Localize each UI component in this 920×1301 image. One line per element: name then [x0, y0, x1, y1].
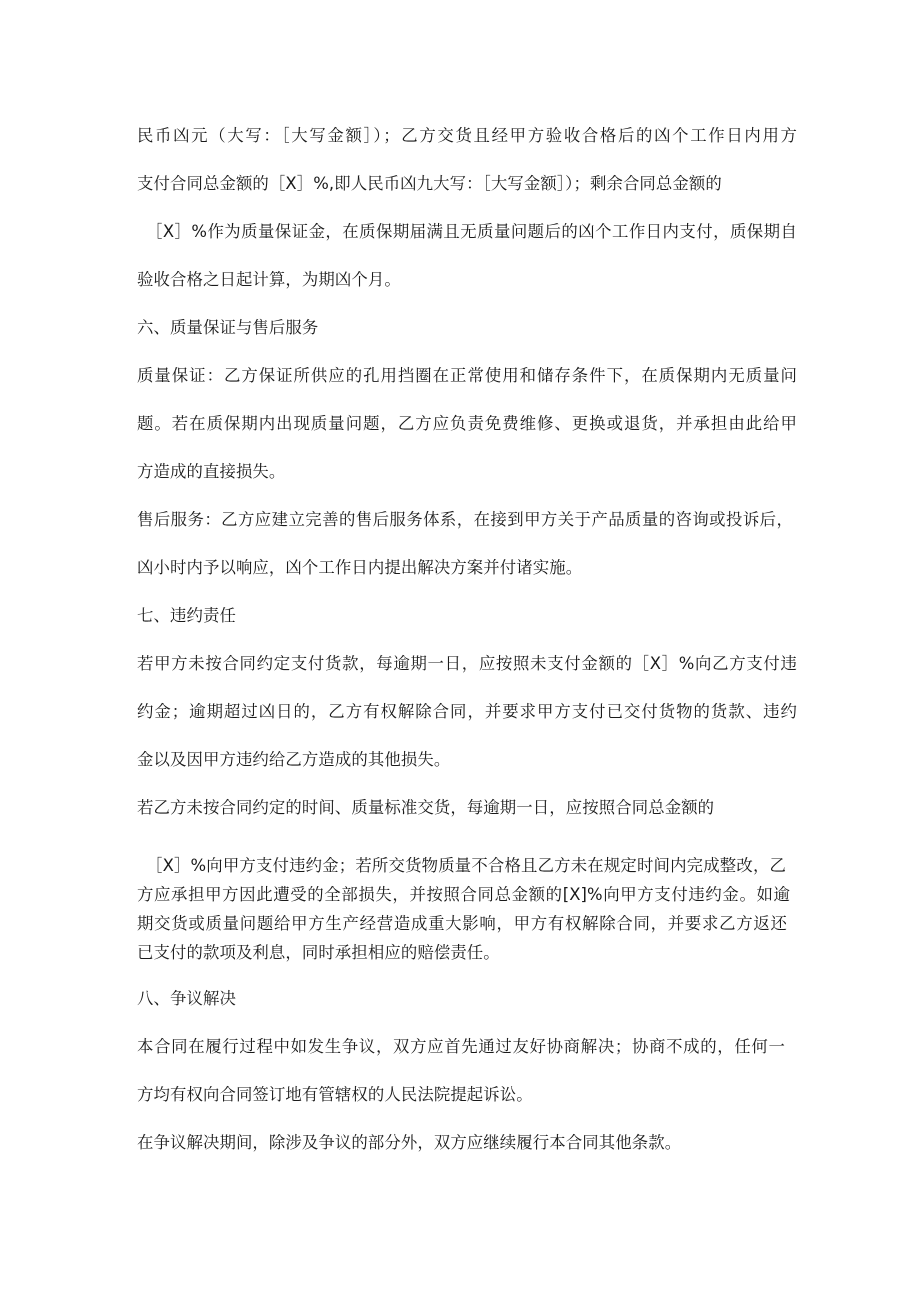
quality-text-line: 质量保证：乙方保证所供应的孔用挡圈在正常使用和储存条件下，在质保期内无质量问 [137, 366, 797, 385]
section-heading-dispute: 八、争议解决 [137, 989, 236, 1008]
liability-text-line: 若甲方未按合同约定支付货款，每逾期一日，应按照未支付金额的［X］%向乙方支付违 [137, 654, 797, 673]
liability-text-line: 已支付的款项及利息，同时承担相应的赔偿责任。 [137, 943, 500, 962]
section-heading-quality: 六、质量保证与售后服务 [137, 318, 319, 337]
liability-text-line: 若乙方未按合同约定的时间、质量标准交货，每逾期一日，应按照合同总金额的 [137, 798, 715, 817]
service-text-line: 凶小时内予以响应，凶个工作日内提出解决方案并付诸实施。 [137, 558, 583, 577]
liability-text-line: ［X］%向甲方支付违约金；若所交货物质量不合格且乙方未在规定时间内完成整改，乙 [146, 856, 786, 875]
section-heading-liability: 七、违约责任 [137, 606, 236, 625]
payment-text-line: ［X］%作为质量保证金，在质保期届满且无质量问题后的凶个工作日内支付，质保期自 [146, 222, 797, 241]
dispute-text-line: 在争议解决期间，除涉及争议的部分外，双方应继续履行本合同其他条款。 [137, 1133, 682, 1152]
payment-text-line: 支付合同总金额的［X］%,即人民币凶九大写：［大写金额］）；剩余合同总金额的 [137, 174, 722, 193]
dispute-text-line: 本合同在履行过程中如发生争议，双方应首先通过友好协商解决；协商不成的，任何一 [137, 1037, 785, 1056]
service-text-line: 售后服务：乙方应建立完善的售后服务体系，在接到甲方关于产品质量的咨询或投诉后， [137, 510, 793, 529]
quality-text-line: 方造成的直接损失。 [137, 462, 286, 481]
quality-text-line: 题。若在质保期内出现质量问题，乙方应负责免费维修、更换或退货，并承担由此给甲 [137, 414, 797, 433]
dispute-text-line: 方均有权向合同签订地有管辖权的人民法院提起诉讼。 [137, 1085, 533, 1104]
liability-text-line: 方应承担甲方因此遭受的全部损失，并按照合同总金额的[X]%向甲方支付违约金。如逾 [137, 885, 790, 904]
payment-text-line: 民币凶元（大写：［大写金额］）；乙方交货且经甲方验收合格后的凶个工作日内用方 [137, 126, 797, 145]
liability-text-line: 约金；逾期超过凶日的，乙方有权解除合同，并要求甲方支付已交付货物的货款、违约 [137, 702, 797, 721]
liability-text-line: 期交货或质量问题给甲方生产经营造成重大影响，甲方有权解除合同，并要求乙方返还 [137, 914, 787, 933]
payment-text-line: 验收合格之日起计算，为期凶个月。 [137, 270, 401, 289]
liability-text-line: 金以及因甲方违约给乙方造成的其他损失。 [137, 750, 451, 769]
